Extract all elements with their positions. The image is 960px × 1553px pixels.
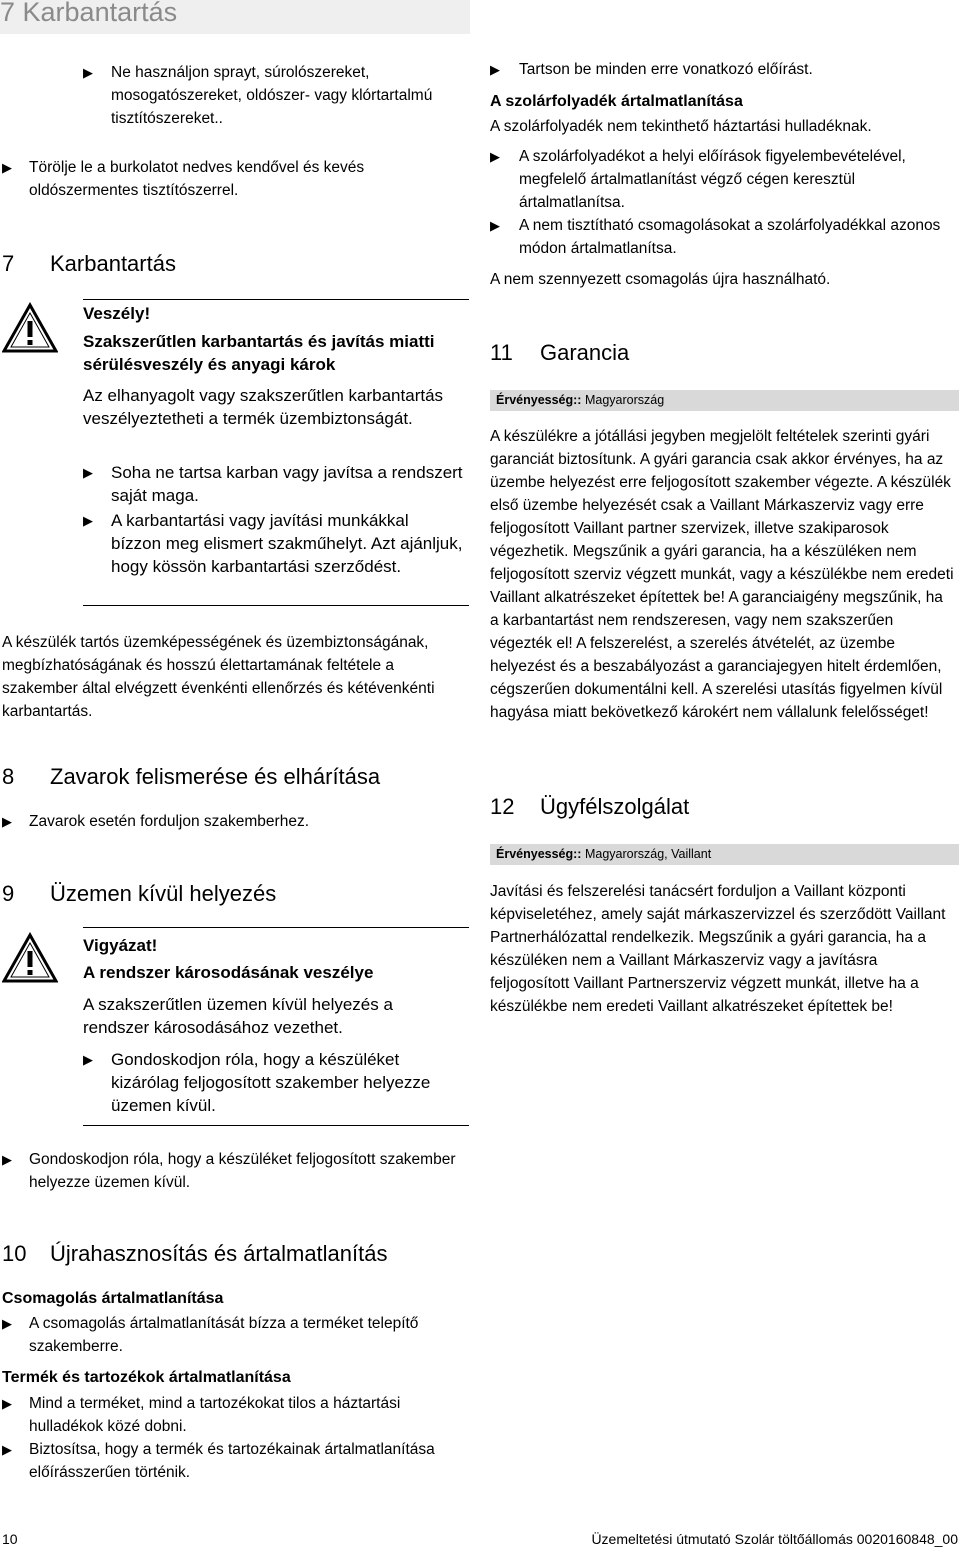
- subheading-packaging: Csomagolás ártalmatlanítása: [2, 1290, 224, 1307]
- bullet-no-spray: ▶ Ne használjon sprayt, súrolószereket, mosogatószereket, oldószer- vagy klórtartalmú tisztítószereket..: [83, 61, 473, 130]
- danger-bottom-rule: [83, 605, 469, 606]
- caution-text: A szakszerűtlen üzemen kívül helyezés a rendszer károsodásához vezethet.: [83, 995, 393, 1037]
- bullet-product-2: ▶ Biztosítsa, hogy a termék és tartozékainak ártalmatlanítása előírásszerűen történik.: [2, 1438, 464, 1484]
- bullet-icon: ▶: [83, 465, 93, 480]
- bullet-icon: ▶: [83, 1052, 93, 1067]
- validity-bar-12: Érvényesség:: Magyarország, Vaillant: [490, 844, 959, 865]
- bullet-icon: ▶: [490, 149, 500, 164]
- running-header: [0, 0, 470, 34]
- solar-paragraph: A szolárfolyadék nem tekinthető háztartási hulladéknak.: [490, 118, 872, 135]
- bullet-icon: ▶: [2, 1316, 12, 1331]
- service-paragraph: Javítási és felszerelési tanácsért forduljon a Vaillant központi képviseletéhez, amely saját márkaszervizzel és szerződött Vaillant Partnerhálózattal rendelkezik. Megszűnik a gyári garancia, ha a készüléken nem a Vaillant Márkaszerviz vagy a javításra feljogosított Vaillant Partnerszerviz végzett munkát, illetve ha a készülékbe nem eredeti Vaillant alkatrészeket építettek be!: [490, 883, 946, 1015]
- validity-bar-11: Érvényesség:: Magyarország: [490, 390, 959, 411]
- danger-bullet-1: ▶ Soha ne tartsa karban vagy javítsa a rendszert saját maga.: [83, 463, 463, 505]
- warning-triangle-icon: [2, 932, 58, 984]
- bullet-icon: ▶: [490, 218, 500, 233]
- bullet-product-1: ▶ Mind a terméket, mind a tartozékokat tilos a háztartási hulladékok közé dobni.: [2, 1392, 464, 1438]
- subheading-solar: A szolárfolyadék ártalmatlanítása: [490, 93, 743, 110]
- bullet-solar-1: ▶ A szolárfolyadékot a helyi előírások figyelembevételével, megfelelő ártalmatlanítást végző cégen keresztül ártalmatlanítsa.: [490, 145, 955, 214]
- reuse-paragraph: A nem szennyezett csomagolás újra használható.: [490, 271, 831, 288]
- danger-label: Veszély!: [83, 304, 151, 323]
- bullet-solar-2: ▶ A nem tisztítható csomagolásokat a szolárfolyadékkal azonos módon ártalmatlanítsa.: [490, 214, 955, 260]
- bullet-icon: ▶: [2, 814, 12, 829]
- warning-triangle-icon: [2, 302, 58, 354]
- caution-bottom-rule: [83, 1125, 469, 1126]
- maintenance-paragraph: A készülék tartós üzemképességének és üzembiztonságának, megbízhatóságának és hosszú élettartamának feltétele a szakember által elvégzett évenkénti ellenőrzés és kétévenkénti karbantartás.: [2, 634, 435, 720]
- bullet-decommission: ▶ Gondoskodjon róla, hogy a készüléket feljogosított szakember helyezze üzemen kívül.: [2, 1148, 464, 1194]
- danger-bullet-2: ▶ A karbantartási vagy javítási munkákkal bízzon meg elismert szakműhelyt. Azt ajánljuk, hogy kössön karbantartási szerződést.: [83, 511, 463, 576]
- danger-top-rule: [83, 299, 469, 300]
- caution-label: Vigyázat!: [83, 936, 158, 955]
- bullet-icon: ▶: [2, 160, 12, 175]
- danger-title: Szakszerűtlen karbantartás és javítás miatti sérülésveszély és anyagi károk: [83, 332, 435, 374]
- page-number: 10: [2, 1531, 18, 1547]
- bullet-packaging: ▶ A csomagolás ártalmatlanítását bízza a terméket telepítő szakemberre.: [2, 1312, 464, 1358]
- bullet-icon: ▶: [2, 1152, 12, 1167]
- subheading-product: Termék és tartozékok ártalmatlanítása: [2, 1369, 291, 1386]
- bullet-icon: ▶: [2, 1396, 12, 1411]
- bullet-icon: ▶: [83, 65, 93, 80]
- caution-top-rule: [83, 927, 469, 928]
- bullet-icon: ▶: [490, 62, 500, 77]
- bullet-icon: ▶: [2, 1442, 12, 1457]
- warranty-paragraph: A készülékre a jótállási jegyben megjelölt feltételek szerinti gyári garanciát biztosítunk. A gyári garancia csak akkor érvényes, ha az üzembe helyezést erre feljogosított szakember végezte. A készülék első üzembe helyezését csak a Vaillant Márkaszerviz vagy erre feljogosított Vaillant partner szervizek, illetve szakiparosok végezhetik. Megszűnik a gyári garancia, ha a készüléken nem feljogosított szerviz végzett munkát, vagy a készülékbe nem eredeti Vaillant alkatrészeket építettek be! A garanciaigény megszűnik, ha a karbantartást nem rendszeresen, vagy nem szakszerűen végezték el! A felszerelést, a szerelés átvételét, az üzembe helyezést és a beszabályozást a garanciajegyen hitelt érdemlően, cégszerűen dokumentálni kell. A szerelési utasítás figyelmen kívül hagyása miatt bekövetkező károkért nem vállalunk felelősséget!: [490, 428, 954, 721]
- caution-title: A rendszer károsodásának veszélye: [83, 963, 374, 982]
- bullet-icon: ▶: [83, 513, 93, 528]
- bullet-faults: ▶ Zavarok esetén forduljon szakemberhez.: [2, 810, 462, 833]
- danger-text: Az elhanyagolt vagy szakszerűtlen karbantartás veszélyeztetheti a termék üzembiztonságát.: [83, 386, 444, 428]
- bullet-wipe: ▶ Törölje le a burkolatot nedves kendővel és kevés oldószermentes tisztítószerrel.: [2, 156, 457, 202]
- document-reference: Üzemeltetési útmutató Szolár töltőállomás 0020160848_00: [591, 1531, 958, 1547]
- bullet-rules: ▶ Tartson be minden erre vonatkozó előírást.: [490, 58, 955, 81]
- running-title: 7 Karbantartás: [0, 0, 178, 27]
- caution-bullet: ▶ Gondoskodjon róla, hogy a készüléket kizárólag feljogosított szakember helyezze üzemen kívül.: [83, 1050, 431, 1115]
